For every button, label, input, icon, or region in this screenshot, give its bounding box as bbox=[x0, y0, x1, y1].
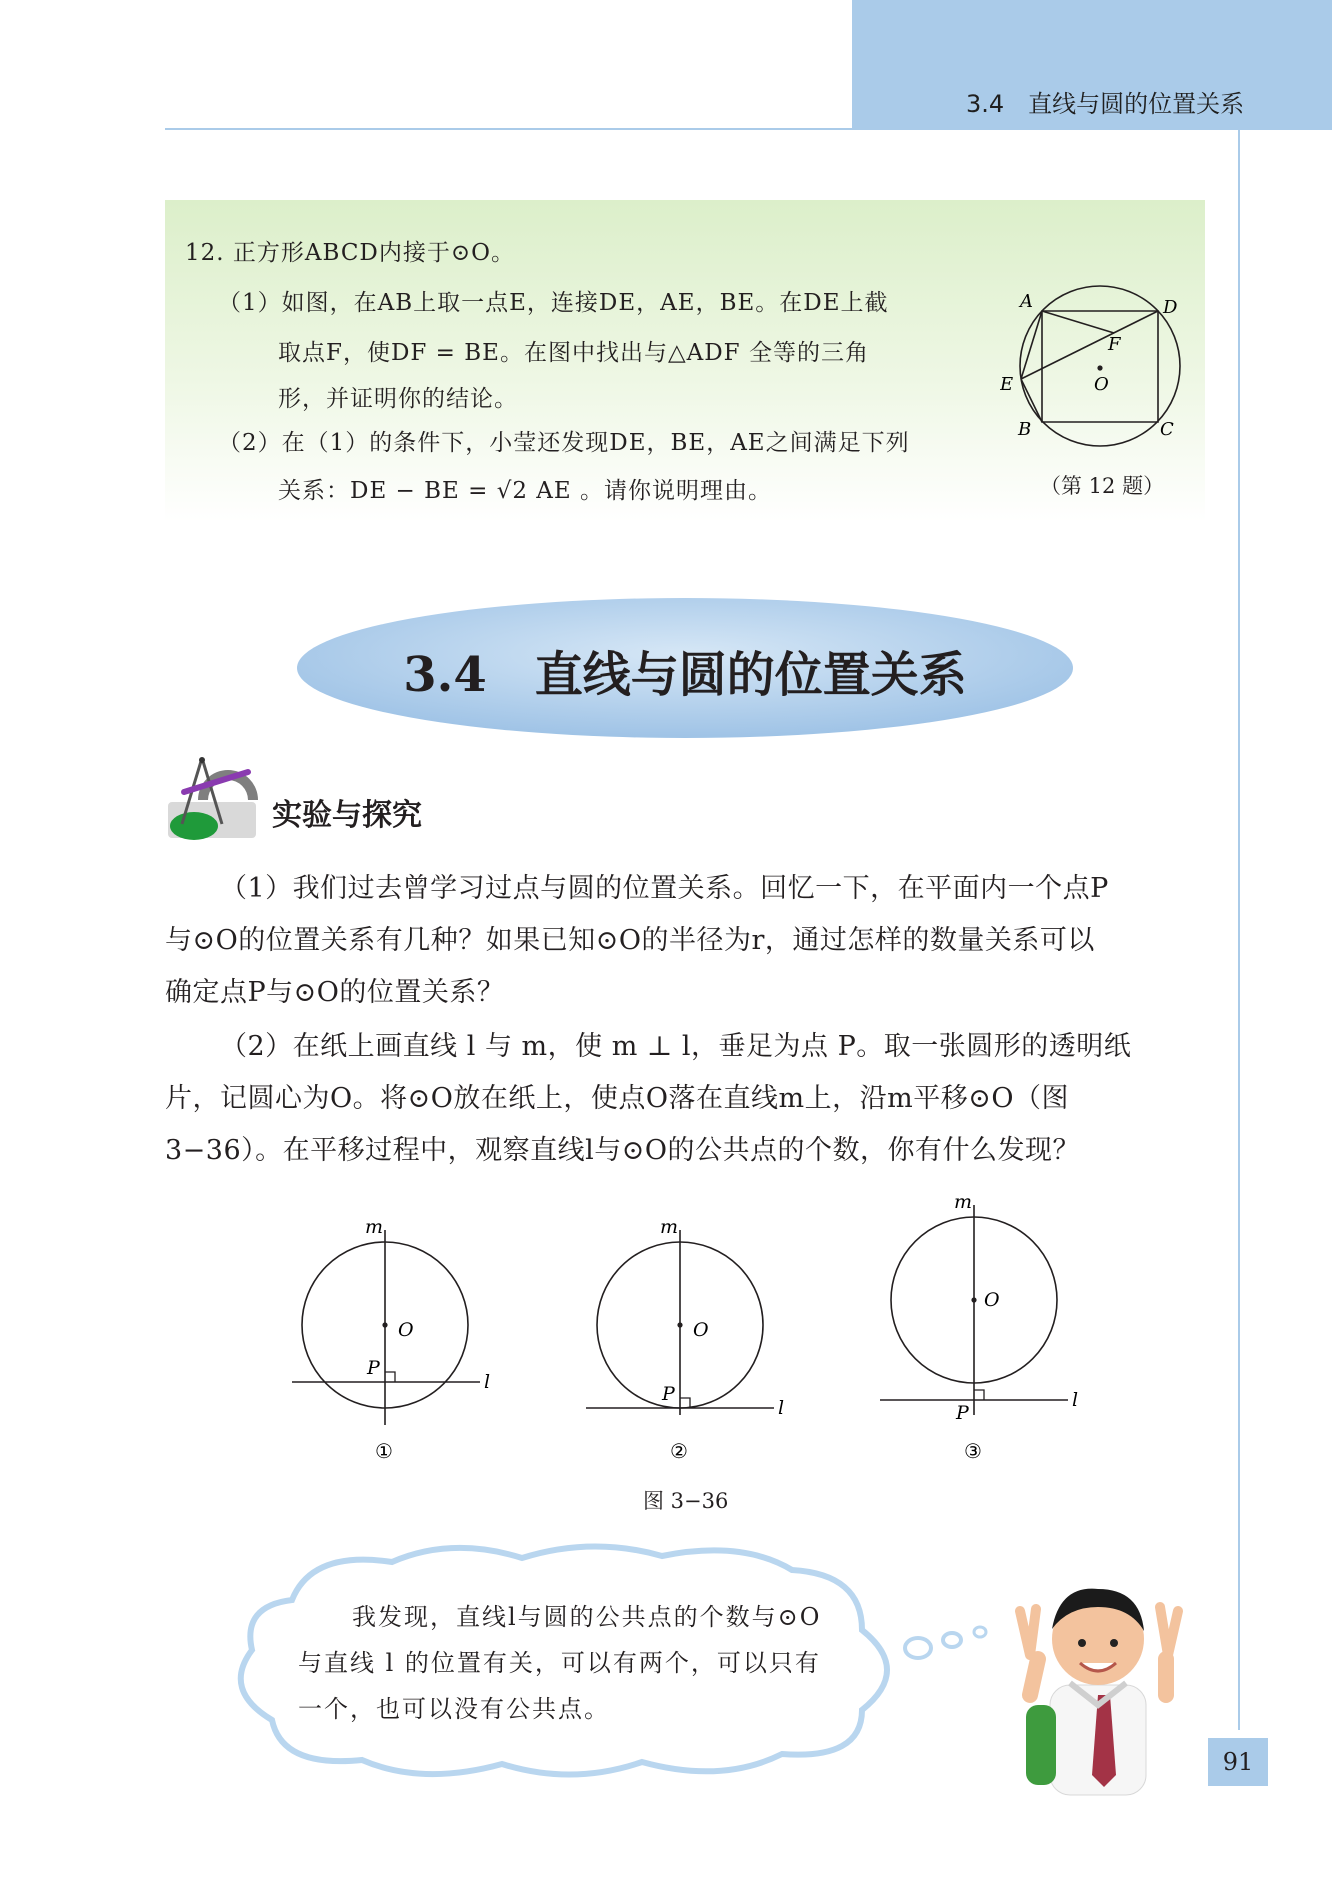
diagram-1-number: ① bbox=[375, 1439, 393, 1463]
diagram-1-label-l: l bbox=[484, 1371, 491, 1393]
diagram-2-label-p: P bbox=[662, 1383, 675, 1405]
diagram-2-label-o: O bbox=[693, 1319, 709, 1341]
diagram-1-label-m: m bbox=[365, 1216, 384, 1238]
header-rule bbox=[165, 128, 852, 130]
thought-bubble-line3: 一个，也可以没有公共点。 bbox=[298, 1695, 610, 1723]
diagram-1-secant bbox=[292, 1216, 490, 1463]
exercise-12-figure-caption: （第 12 题） bbox=[1040, 474, 1165, 498]
label-c: C bbox=[1160, 419, 1174, 440]
section-title: 3.4 直线与圆的位置关系 bbox=[403, 647, 967, 703]
exercise-12-part1-line1: （1）如图，在AB上取一点E，连接DE，AE，BE。在DE上截 bbox=[218, 290, 889, 316]
diagram-3-label-o: O bbox=[984, 1289, 1000, 1311]
diagram-1-label-p: P bbox=[367, 1357, 380, 1379]
diagram-3-label-m: m bbox=[954, 1191, 973, 1213]
label-b: B bbox=[1018, 419, 1032, 440]
figure-3-36 bbox=[280, 1180, 1100, 1470]
experiment-p2-line1: （2）在纸上画直线 l 与 m，使 m ⊥ l，垂足为点 P。取一张圆形的透明纸 bbox=[220, 1031, 1132, 1062]
experiment-p1-line2: 与⊙O的位置关系有几种？如果已知⊙O的半径为r，通过怎样的数量关系可以 bbox=[165, 925, 1095, 956]
label-e: E bbox=[1000, 374, 1014, 395]
exercise-12-part2-line1: （2）在（1）的条件下，小莹还发现DE，BE，AE之间满足下列 bbox=[218, 430, 910, 456]
thought-bubble-line2: 与直线 l 的位置有关，可以有两个，可以只有 bbox=[298, 1649, 821, 1677]
exercise-12-figure bbox=[1000, 282, 1200, 457]
exercise-12-title: 12. 正方形ABCD内接于⊙O。 bbox=[185, 240, 515, 266]
experiment-p1-line1: （1）我们过去曾学习过点与圆的位置关系。回忆一下，在平面内一个点P bbox=[220, 873, 1109, 904]
experiment-p2-line3: 3−36）。在平移过程中，观察直线l与⊙O的公共点的个数，你有什么发现？ bbox=[165, 1135, 1081, 1166]
diagram-3-label-p: P bbox=[956, 1402, 969, 1424]
diagram-2-number: ② bbox=[670, 1439, 688, 1463]
exercise-12-part2-line2: 关系：DE − BE = √2 AE 。请你说明理由。 bbox=[278, 478, 773, 504]
diagram-3-label-l: l bbox=[1072, 1389, 1079, 1411]
diagram-3-separate bbox=[880, 1191, 1078, 1463]
page-number: 91 bbox=[1208, 1738, 1268, 1786]
thought-bubble-line1: 我发现，直线l与圆的公共点的个数与⊙O bbox=[352, 1603, 822, 1631]
experiment-heading: 实验与探究 bbox=[272, 798, 422, 833]
running-header-title: 3.4 直线与圆的位置关系 bbox=[966, 90, 1245, 118]
diagram-1-label-o: O bbox=[398, 1319, 414, 1341]
side-rule bbox=[1238, 130, 1240, 1730]
figure-3-36-caption: 图 3−36 bbox=[643, 1489, 729, 1513]
diagram-3-number: ③ bbox=[964, 1439, 982, 1463]
diagram-2-label-m: m bbox=[660, 1216, 679, 1238]
experiment-p2-line2: 片，记圆心为O。将⊙O放在纸上，使点O落在直线m上，沿m平移⊙O（图 bbox=[165, 1083, 1069, 1114]
exercise-12-part1-line2: 取点F，使DF = BE。在图中找出与△ADF 全等的三角 bbox=[278, 340, 869, 366]
label-a: A bbox=[1020, 291, 1033, 312]
label-o: O bbox=[1094, 374, 1109, 395]
experiment-p1-line3: 确定点P与⊙O的位置关系？ bbox=[165, 977, 505, 1008]
label-f: F bbox=[1108, 334, 1121, 355]
boy-illustration bbox=[980, 1555, 1200, 1805]
label-d: D bbox=[1163, 297, 1178, 318]
exercise-12-part1-line3: 形，并证明你的结论。 bbox=[278, 386, 518, 412]
diagram-2-label-l: l bbox=[778, 1397, 785, 1419]
diagram-2-tangent bbox=[586, 1216, 784, 1463]
compass-protractor-icon bbox=[162, 752, 262, 844]
